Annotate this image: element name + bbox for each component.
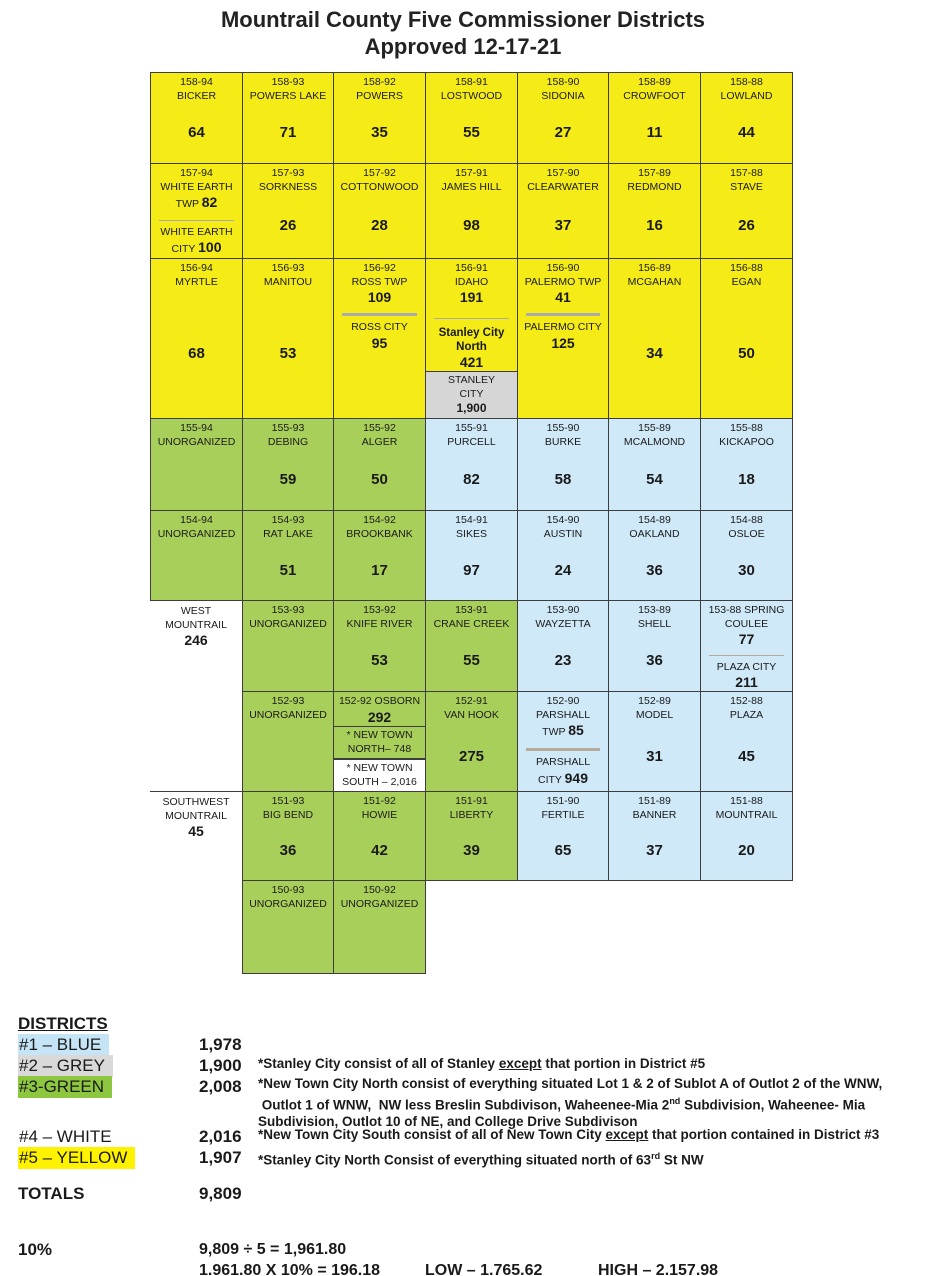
legend-highlight: #5 – YELLOW <box>18 1147 135 1169</box>
population-value: 37 <box>554 217 572 235</box>
population-value: 36 <box>646 652 663 670</box>
township-cell <box>608 691 701 792</box>
area-name: WEST <box>180 605 212 617</box>
township-name: STAVE <box>730 180 763 193</box>
township-cell <box>333 418 426 511</box>
township-name: OSLOE <box>728 527 765 540</box>
township-name: UNORGANIZED <box>249 617 327 630</box>
township-name: KICKAPOO <box>719 435 774 448</box>
township-code: 154-94 <box>180 514 213 526</box>
township-name: JAMES HILL <box>441 180 502 193</box>
township-cell <box>150 258 243 419</box>
title-line1: Mountrail County Five Commissioner Districts <box>220 7 706 32</box>
township-cell <box>333 258 426 419</box>
footnote-line: *New Town City North consist of everything situated Lot 1 & 2 of Sublot A of Outlot 2 of the WNW, <box>258 1076 883 1091</box>
sub-area-name: CITY <box>171 243 199 255</box>
township-name: UNORGANIZED <box>249 897 327 910</box>
population-value: 27 <box>554 124 572 142</box>
township-code: 152-93 <box>271 695 305 707</box>
legend-heading: DISTRICTS <box>18 1014 108 1033</box>
population-value: 24 <box>554 561 572 579</box>
township-name: SIDONIA <box>541 89 585 102</box>
township-code: 155-88 <box>730 422 763 434</box>
township-code: 157-89 <box>638 167 671 179</box>
population-value: 109 <box>367 289 392 305</box>
township-name: IDAHO <box>454 275 489 288</box>
population-value: 34 <box>646 344 663 362</box>
township-code: 157-90 <box>546 167 580 179</box>
township-code: 156-88 <box>730 262 763 274</box>
ten-percent-label: 10% <box>18 1240 53 1259</box>
city-name: Stanley City North <box>438 327 505 353</box>
township-cell <box>517 258 609 419</box>
township-name: LOSTWOOD <box>440 89 503 102</box>
population-value: 71 <box>279 124 297 142</box>
footnote <box>258 1148 704 1169</box>
legend-district-label <box>18 1035 109 1054</box>
township-name: PLAZA <box>729 708 764 721</box>
calc-line-2: 1.961.80 X 10% = 196.18 <box>199 1262 381 1276</box>
township-cell <box>700 418 793 511</box>
city-township-divider <box>709 655 784 656</box>
population-value: 98 <box>463 217 480 235</box>
township-cell <box>242 258 334 419</box>
township-name: POWERS <box>356 89 403 102</box>
township-code: 158-88 <box>730 76 763 88</box>
township-cell <box>425 691 518 792</box>
township-cell <box>333 880 426 974</box>
population-value: 26 <box>279 217 297 235</box>
calc-line-1: 9,809 ÷ 5 = 1,961.80 <box>199 1241 347 1258</box>
township-code: 151-89 <box>638 795 671 807</box>
footnote-line: *Stanley City North Consist of everything situated north of 63rd St NW <box>258 1151 704 1168</box>
township-name: POWERS LAKE <box>249 89 327 102</box>
population-value: 50 <box>371 470 388 488</box>
population-value: 51 <box>279 561 297 579</box>
township-cell <box>425 72 518 164</box>
township-name: * NEW TOWN <box>346 762 413 774</box>
outside-county-cell <box>150 791 242 880</box>
township-code: 155-93 <box>271 422 305 434</box>
township-cell <box>242 418 334 511</box>
township-cell <box>242 72 334 164</box>
township-cell <box>242 691 334 792</box>
township-name: MYRTLE <box>175 275 218 288</box>
township-cell <box>242 510 334 601</box>
population-value: 949 <box>564 769 588 786</box>
township-code: 153-91 <box>455 604 488 616</box>
population-value: 42 <box>371 842 388 860</box>
township-name: ROSS TWP <box>351 275 408 288</box>
township-name: UNORGANIZED <box>157 435 236 448</box>
population-value: 211 <box>735 674 758 690</box>
population-value: 50 <box>738 344 755 362</box>
low-value: LOW – 1.765.62 <box>425 1262 543 1276</box>
township-code: 155-92 <box>363 422 396 434</box>
population-value: 100 <box>198 239 222 255</box>
township-name: LIBERTY <box>449 808 494 821</box>
township-name: KNIFE RIVER <box>346 617 413 630</box>
population-value: 18 <box>738 470 755 488</box>
township-code: 150-92 <box>363 884 396 896</box>
township-name: VAN HOOK <box>444 708 499 721</box>
population-value: 55 <box>463 652 480 670</box>
township-code: 155-90 <box>546 422 580 434</box>
legend-district-label <box>18 1127 120 1146</box>
legend-district-value: 1,978 <box>199 1035 242 1054</box>
township-name: NORTH– 748 <box>347 742 412 755</box>
township-cell <box>700 510 793 601</box>
population-value: 292 <box>367 708 392 725</box>
township-code: 156-93 <box>271 262 305 274</box>
population-value: 45 <box>188 823 204 839</box>
township-cell <box>425 163 518 259</box>
population-value: 191 <box>459 289 484 305</box>
population-value: 41 <box>555 289 571 305</box>
township-cell <box>517 510 609 601</box>
township-cell <box>608 600 701 692</box>
page-title <box>0 6 926 60</box>
township-cell <box>608 418 701 511</box>
township-name: EGAN <box>731 275 762 288</box>
township-name: WAYZETTA <box>535 617 591 630</box>
township-cell <box>425 418 518 511</box>
township-name: MODEL <box>635 708 674 721</box>
population-value: 55 <box>463 124 480 142</box>
legend-district-value: 2,016 <box>199 1127 242 1146</box>
township-cell <box>517 691 609 792</box>
township-code: 154-89 <box>638 514 671 526</box>
city-township-divider <box>526 313 600 316</box>
population-value: 82 <box>463 470 480 488</box>
township-code: 158-94 <box>180 76 213 88</box>
name-with-value <box>518 770 608 789</box>
sub-area-box <box>425 371 518 419</box>
township-name: ROSS CITY <box>351 321 408 333</box>
township-code: 156-91 <box>455 262 488 274</box>
township-cell <box>242 791 334 881</box>
population-value: 53 <box>279 344 297 362</box>
township-code: 156-90 <box>546 262 580 274</box>
footnote-line: Outlot 1 of WNW, NW less Breslin Subdivison, Waheenee-Mia 2nd Subdivision, Waheenee- Mia <box>258 1095 866 1112</box>
township-name: PLAZA CITY <box>716 660 777 673</box>
name-with-value <box>151 239 242 258</box>
township-cell <box>700 691 793 792</box>
totals-label: TOTALS <box>18 1184 85 1203</box>
township-cell <box>700 600 793 692</box>
township-cell <box>150 163 243 259</box>
township-code: 158-91 <box>455 76 488 88</box>
township-name: WHITE EARTH <box>160 180 233 193</box>
township-code: 158-90 <box>546 76 580 88</box>
township-code: 156-89 <box>638 262 671 274</box>
township-cell <box>333 510 426 601</box>
population-value: 95 <box>371 334 388 351</box>
township-name: STANLEY <box>447 374 496 386</box>
title-line2: Approved 12-17-21 <box>364 34 562 59</box>
township-code: 154-93 <box>271 514 305 526</box>
township-name: BANNER <box>632 808 677 821</box>
population-value: 85 <box>568 722 584 738</box>
township-name: OAKLAND <box>629 527 680 540</box>
township-name: CRANE CREEK <box>433 617 510 630</box>
township-name: SIKES <box>456 527 487 540</box>
township-code: 153-90 <box>546 604 580 616</box>
township-cell <box>150 72 243 164</box>
township-name: MOUNTRAIL <box>715 808 778 821</box>
population-value: 36 <box>279 842 297 860</box>
township-code: 157-91 <box>455 167 488 179</box>
footnote <box>258 1076 882 1130</box>
legend-district-label <box>18 1148 135 1167</box>
township-name: UNORGANIZED <box>340 897 419 910</box>
township-code: 151-91 <box>455 795 488 807</box>
township-code: 158-92 <box>363 76 396 88</box>
township-name: PURCELL <box>447 435 496 448</box>
city-township-divider <box>526 748 600 751</box>
high-value: HIGH – 2.157.98 <box>598 1262 719 1276</box>
township-name: PARSHALL <box>535 708 591 721</box>
township-name: BURKE <box>544 435 582 448</box>
township-code: 153-92 <box>363 604 396 616</box>
township-name: AUSTIN <box>543 527 583 540</box>
population-value: 17 <box>371 561 388 579</box>
population-value: 54 <box>646 470 663 488</box>
population-value: 77 <box>738 631 755 647</box>
footnote <box>258 1127 879 1144</box>
population-value: 275 <box>458 747 485 765</box>
population-value: 37 <box>646 842 663 860</box>
township-code: 158-93 <box>271 76 305 88</box>
township-cell <box>333 691 426 792</box>
legend-highlight: #3-GREEN <box>18 1076 112 1098</box>
township-cell <box>608 510 701 601</box>
population-value: 39 <box>463 842 480 860</box>
township-cell <box>150 418 243 511</box>
footnote-line: Subdivision, Outlot 10 of NE, and College Drive Subdivison <box>258 1113 638 1129</box>
population-value: 35 <box>371 124 388 142</box>
township-code: 154-92 <box>363 514 396 526</box>
legend-district-label <box>18 1077 112 1096</box>
township-cell <box>517 163 609 259</box>
township-code: 155-89 <box>638 422 671 434</box>
township-name: FERTILE <box>541 808 585 821</box>
township-name: COTTONWOOD <box>340 180 419 193</box>
township-name: DEBING <box>267 435 309 448</box>
township-name: UNORGANIZED <box>249 708 327 721</box>
township-cell <box>700 163 793 259</box>
township-cell <box>425 791 518 881</box>
legend-district-value: 1,900 <box>199 1056 242 1075</box>
population-value: 68 <box>188 344 205 362</box>
township-cell <box>242 163 334 259</box>
township-name: BIG BEND <box>262 808 314 821</box>
township-name: HOWIE <box>361 808 398 821</box>
sub-area-box <box>333 759 426 792</box>
population-value: 59 <box>279 470 297 488</box>
population-value: 36 <box>646 561 663 579</box>
township-cell <box>150 510 243 601</box>
township-cell <box>333 600 426 692</box>
township-cell <box>700 258 793 419</box>
township-code: 151-88 <box>730 795 763 807</box>
township-cell <box>333 72 426 164</box>
sub-area-name: CITY <box>537 773 565 786</box>
township-code: 157-92 <box>363 167 396 179</box>
township-cell <box>333 791 426 881</box>
legend-highlight: #4 – WHITE <box>19 1127 112 1146</box>
township-name: PARSHALL <box>535 756 591 768</box>
township-code: 153-93 <box>271 604 305 616</box>
township-code: 154-90 <box>546 514 580 526</box>
population-value: 246 <box>184 632 208 648</box>
township-code: 151-93 <box>271 795 305 807</box>
township-cell <box>700 791 793 881</box>
township-code: 155-94 <box>180 422 213 434</box>
city-township-divider <box>434 318 509 319</box>
township-cell <box>608 163 701 259</box>
population-value: 125 <box>551 334 575 351</box>
township-name: UNORGANIZED <box>157 527 236 540</box>
footnote-line: *New Town City South consist of all of New Town City except that portion contained in District #3 <box>258 1127 880 1142</box>
township-code: 152-88 <box>730 695 763 707</box>
township-code: 153-88 SPRING <box>708 604 785 616</box>
township-cell <box>425 258 518 419</box>
township-code: 157-93 <box>271 167 305 179</box>
outside-county-cell <box>150 600 242 791</box>
township-code: 154-91 <box>455 514 488 526</box>
township-name: PALERMO TWP <box>524 275 602 288</box>
township-cell <box>242 600 334 692</box>
township-cell <box>242 880 334 974</box>
population-value: 44 <box>738 124 755 142</box>
township-name: CITY <box>459 387 484 400</box>
population-value: 20 <box>738 842 755 860</box>
township-cell <box>425 510 518 601</box>
township-code: 154-88 <box>730 514 763 526</box>
population-value: 23 <box>554 652 572 670</box>
population-value: 82 <box>201 194 218 210</box>
township-cell <box>333 163 426 259</box>
population-value: 421 <box>459 354 484 370</box>
township-cell <box>517 791 609 881</box>
township-name: CLEARWATER <box>527 180 599 193</box>
population-value: 11 <box>646 124 663 142</box>
legend-highlight: #2 – GREY <box>18 1055 113 1077</box>
legend-district-label <box>18 1056 113 1075</box>
township-code: 151-92 <box>363 795 396 807</box>
population-value: 16 <box>646 217 663 235</box>
township-name: MANITOU <box>263 275 313 288</box>
township-cell <box>517 600 609 692</box>
legend-highlight: #1 – BLUE <box>18 1034 109 1056</box>
township-code: 155-91 <box>455 422 488 434</box>
township-code: 156-92 <box>363 262 396 274</box>
city-township-divider <box>159 220 234 221</box>
township-code: 152-92 OSBORN <box>338 695 421 707</box>
footnote-line: *Stanley City consist of all of Stanley except that portion in District #5 <box>258 1056 706 1071</box>
township-name: LOWLAND <box>720 89 773 102</box>
sub-area-name: TWP <box>175 198 202 210</box>
township-code: 157-88 <box>730 167 763 179</box>
population-value: 30 <box>738 561 755 579</box>
township-cell <box>608 258 701 419</box>
township-code: 152-91 <box>455 695 488 707</box>
township-name: SOUTH – 2,016 <box>342 775 417 788</box>
city-township-divider <box>342 313 417 316</box>
name-with-value <box>151 194 242 213</box>
township-cell <box>608 791 701 881</box>
totals-value: 9,809 <box>199 1184 242 1203</box>
township-code: 152-89 <box>638 695 671 707</box>
township-name: BICKER <box>176 89 217 102</box>
township-name: * NEW TOWN <box>346 729 413 741</box>
township-cell <box>700 72 793 164</box>
township-name: MCALMOND <box>623 435 686 448</box>
area-name: SOUTHWEST <box>162 796 230 808</box>
township-name: PALERMO CITY <box>524 321 602 333</box>
township-code: 153-89 <box>638 604 671 616</box>
township-cell <box>517 418 609 511</box>
population-value: 65 <box>554 842 572 860</box>
township-code: 156-94 <box>180 262 213 274</box>
population-value: 1,900 <box>456 401 487 415</box>
population-value: 45 <box>738 747 755 765</box>
legend-district-value: 2,008 <box>199 1077 242 1096</box>
area-name: MOUNTRAIL <box>165 809 227 822</box>
township-name: COULEE <box>724 617 769 630</box>
township-code: 158-89 <box>638 76 671 88</box>
township-cell <box>517 72 609 164</box>
area-name: MOUNTRAIL <box>165 618 227 631</box>
name-with-value <box>518 722 608 741</box>
township-code: 151-90 <box>546 795 580 807</box>
township-cell <box>425 600 518 692</box>
township-cell <box>608 72 701 164</box>
population-value: 53 <box>371 652 388 670</box>
township-name: SHELL <box>637 617 672 630</box>
township-name: CROWFOOT <box>623 89 686 102</box>
township-name: REDMOND <box>627 180 682 193</box>
township-name: WHITE EARTH <box>160 225 233 238</box>
population-value: 26 <box>738 217 755 235</box>
population-value: 58 <box>554 470 572 488</box>
population-value: 28 <box>371 217 388 235</box>
township-name: SORKNESS <box>258 180 318 193</box>
sub-area-box <box>333 726 426 759</box>
population-value: 97 <box>463 561 480 579</box>
township-code: 152-90 <box>546 695 580 707</box>
legend-district-value: 1,907 <box>199 1148 242 1167</box>
township-name: MCGAHAN <box>627 275 682 288</box>
township-code: 150-93 <box>271 884 305 896</box>
township-name: BROOKBANK <box>346 527 413 540</box>
sub-area-name: TWP <box>542 726 569 738</box>
township-name: ALGER <box>361 435 398 448</box>
township-name: RAT LAKE <box>263 527 313 540</box>
township-code: 157-94 <box>180 167 213 179</box>
footnote <box>258 1056 705 1073</box>
population-value: 64 <box>188 124 205 142</box>
population-value: 31 <box>646 747 663 765</box>
